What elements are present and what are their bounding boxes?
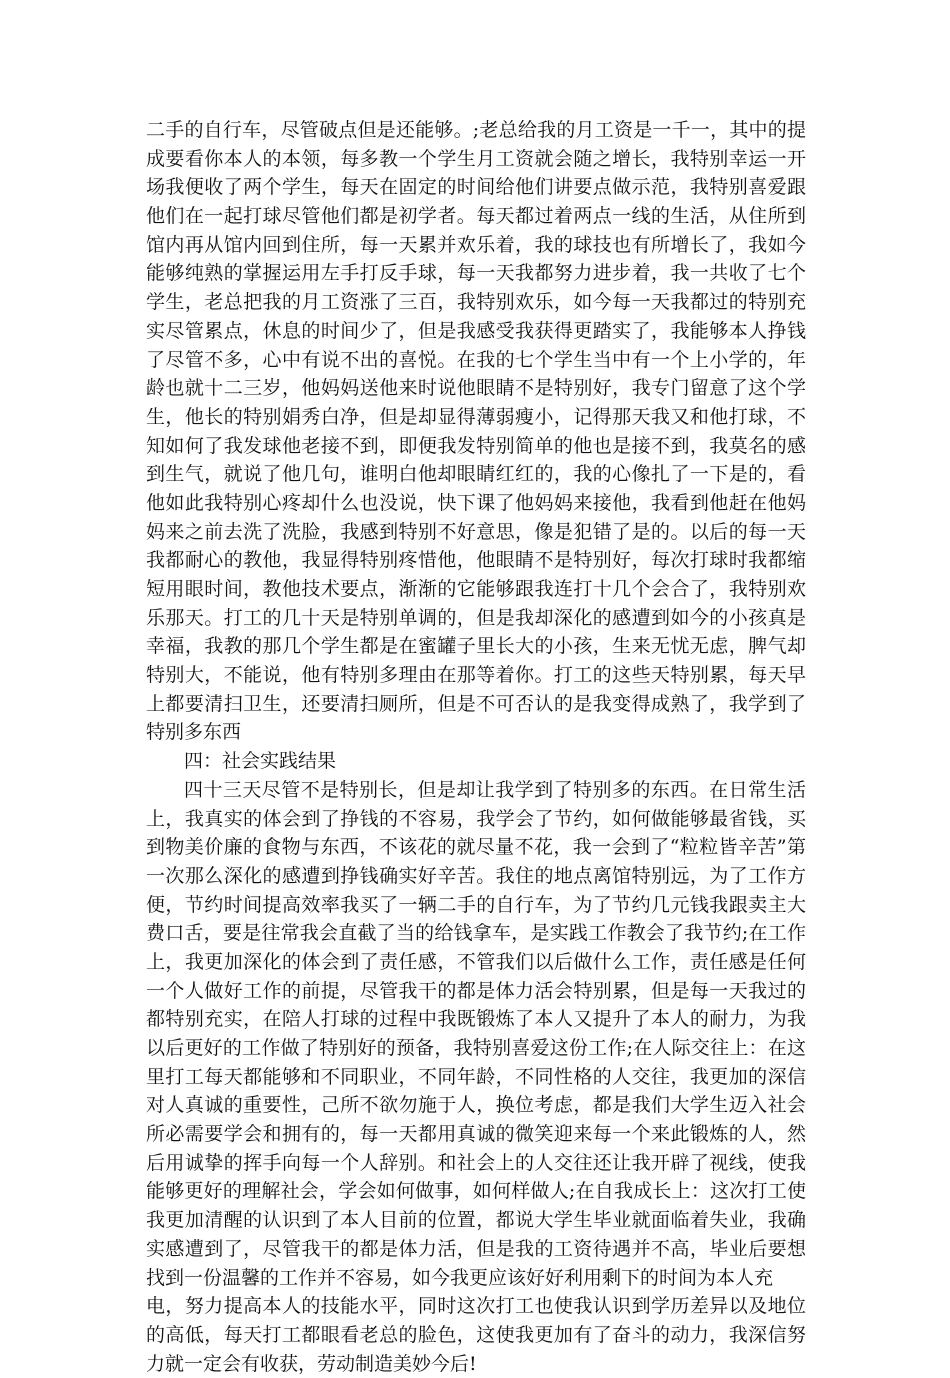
text-line: 能够更好的理解社会，学会如何做事，如何样做人;在自我成长上：这次打工使 <box>146 1180 806 1203</box>
text-line: 的高低，每天打工都眼看老总的脸色，这使我更加有了奋斗的动力，我深信努 <box>146 1323 806 1346</box>
text-line: 短用眼时间，教他技术要点，渐渐的它能够跟我连打十几个会合了，我特别欢 <box>146 578 806 600</box>
section-heading: 四：社会实践结果 <box>184 750 337 773</box>
text-line: 便，节约时间提高效率我买了一辆二手的自行车，为了节约几元钱我跟卖主大 <box>146 893 806 916</box>
text-line: 所必需要学会和拥有的，每一天都用真诚的微笑迎来每一个来此锻炼的人，然 <box>146 1123 806 1146</box>
document-page <box>146 116 806 1378</box>
text-line-last: 特别多东西 <box>146 721 242 744</box>
text-line: 后用诚挚的挥手向每一个人辞别。和社会上的人交往还让我开辟了视线，使我 <box>146 1151 806 1174</box>
text-line: 都特别充实，在陪人打球的过程中我既锻炼了本人又提升了本人的耐力，为我 <box>146 1008 806 1031</box>
text-line: 里打工每天都能够和不同职业，不同年龄，不同性格的人交往，我更加的深信 <box>146 1065 806 1088</box>
text-line: 费口舌，要是往常我会直截了当的给钱拿车，是实践工作教会了我节约;在工作 <box>146 922 806 945</box>
text-line: 能够纯熟的掌握运用左手打反手球，每一天我都努力进步着，我一共收了七个 <box>146 262 806 285</box>
text-line: 他们在一起打球尽管他们都是初学者。每天都过着两点一线的生活，从住所到 <box>146 205 806 228</box>
text-line: 学生，老总把我的月工资涨了三百，我特别欢乐，如今每一天我都过的特别充 <box>146 291 806 314</box>
text-line: 特别大，不能说，他有特别多理由在那等着你。打工的这些天特别累，每天早 <box>146 664 806 687</box>
text-line: 以后更好的工作做了特别好的预备，我特别喜爱这份工作;在人际交往上：在这 <box>146 1037 806 1059</box>
text-line: 乐那天。打工的几十天是特别单调的，但是我却深化的感遭到如今的小孩真是 <box>146 606 806 629</box>
text-line: 实尽管累点，休息的时间少了，但是我感受我获得更踏实了，我能够本人挣钱 <box>146 319 806 342</box>
text-line: 电，努力提高本人的技能水平，同时这次打工也使我认识到学历差异以及地位 <box>146 1295 806 1318</box>
text-line: 妈来之前去洗了洗脸，我感到特别不好意思，像是犯错了是的。以后的每一天 <box>146 520 806 543</box>
text-line: 幸福，我教的那几个学生都是在蜜罐子里长大的小孩，生来无忧无虑，脾气却 <box>146 635 806 658</box>
text-line: 实感遭到了，尽管我干的都是体力活，但是我的工资待遇并不高，毕业后要想 <box>146 1237 806 1260</box>
text-line: 上都要清扫卫生，还要清扫厕所，但是不可否认的是我变得成熟了，我学到了 <box>146 692 806 715</box>
paragraph-practice-results <box>146 776 806 1378</box>
text-line: 对人真诚的重要性，己所不欲勿施于人，换位考虑，都是我们大学生迈入社会 <box>146 1094 806 1117</box>
text-line: 一个人做好工作的前提，尽管我干的都是体力活会特别累，但是每一天我过的 <box>146 979 806 1002</box>
text-line: 了尽管不多，心中有说不出的喜悦。在我的七个学生当中有一个上小学的，年 <box>146 348 806 371</box>
text-line: 知如何了我发球他老接不到，即便我发特别简单的他也是接不到，我莫名的感 <box>146 434 806 457</box>
text-line: 馆内再从馆内回到住所，每一天累并欢乐着，我的球技也有所增长了，我如今 <box>146 233 806 256</box>
text-line: 他如此我特别心疼却什么也没说，快下课了他妈妈来接他，我看到他赶在他妈 <box>146 491 806 514</box>
text-line: 上，我更加深化的体会到了责任感，不管我们以后做什么工作，责任感是任何 <box>146 950 806 973</box>
text-line: 生，他长的特别娟秀白净，但是却显得薄弱瘦小，记得那天我又和他打球，不 <box>146 405 806 428</box>
text-line: 场我便收了两个学生，每天在固定的时间给他们讲要点做示范，我特别喜爱跟 <box>146 176 806 199</box>
text-line: 一次那么深化的感遭到挣钱确实好辛苦。我住的地点离馆特别远，为了工作方 <box>146 864 806 887</box>
text-line-first: 四十三天尽管不是特别长，但是却让我学到了特别多的东西。在日常生活 <box>184 778 806 801</box>
paragraph-internship-experience <box>146 116 806 747</box>
text-line: 找到一份温馨的工作并不容易，如今我更应该好好利用剩下的时间为本人充 <box>146 1266 774 1289</box>
text-line: 成要看你本人的本领，每多教一个学生月工资就会随之增长，我特别幸运一开 <box>146 147 806 170</box>
text-line: 到物美价廉的食物与东西，不该花的就尽量不花，我一会到了“粒粒皆辛苦”第 <box>146 836 806 859</box>
text-line-last: 力就一定会有收获，劳动制造美妙今后! <box>146 1352 477 1375</box>
text-line: 上，我真实的体会到了挣钱的不容易，我学会了节约，如何做能够最省钱，买 <box>146 807 806 830</box>
text-line: 二手的自行车，尽管破点但是还能够。;老总给我的月工资是一千一，其中的提 <box>146 119 806 141</box>
text-line: 我更加清醒的认识到了本人目前的位置，都说大学生毕业就面临着失业，我确 <box>146 1209 806 1232</box>
text-line: 我都耐心的教他，我显得特别疼惜他，他眼睛不是特别好，每次打球时我都缩 <box>146 549 806 572</box>
text-line: 龄也就十二三岁，他妈妈送他来时说他眼睛不是特别好，我专门留意了这个学 <box>146 377 806 400</box>
text-line: 到生气，就说了他几句，谁明白他却眼睛红红的，我的心像扎了一下是的，看 <box>146 463 806 486</box>
